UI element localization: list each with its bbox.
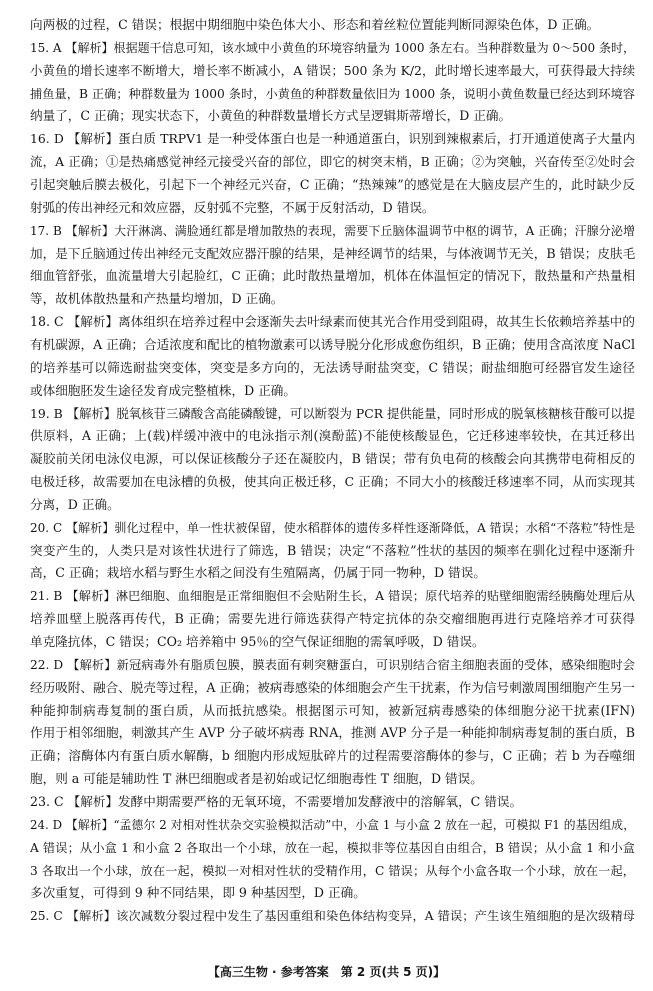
text-line: 分离，D 正确。 — [30, 496, 120, 512]
text-line: 捕鱼量，B 正确；种群数量为 1000 条时，小黄鱼的种群数量依旧为 1000 条，说明小黄鱼数量已经达到环境容 — [30, 86, 635, 101]
text-line: 凝胶前关闭电泳仪电源，可以保证核酸分子还在凝胶内，B 错误；带有负电荷的核酸会向其携带电荷相反的 — [30, 451, 635, 467]
text-line: 高，C 正确；栽培水稻与野生水稻之间没有生殖隔离，仍属于同一物种，D 错误。 — [30, 565, 486, 581]
text-line: 种能抑制病毒复制的蛋白质，从而抵抗感染。根据图示可知，被新冠病毒感染的体细胞分泌干扰素(IFN) — [30, 702, 635, 718]
text-line: A 错误；从小盒 1 和小盒 2 各取出一个小球，放在一起，模拟非等位基因自由组合，B 错误；从小盒 1 和小盒 — [30, 840, 635, 855]
text-line: 加，是下丘脑通过传出神经元支配效应器汗腺的结果，是神经调节的结果，与体液调节无关，B 错误；皮肤毛 — [30, 245, 635, 261]
text-line: 单克隆抗体，C 错误；CO₂ 培养箱中 95％的空气保证细胞的需氧呼吸，D 错误。 — [30, 634, 485, 649]
text-line: 或体细胞胚发生途径发育成完整植株，D 正确。 — [30, 382, 296, 398]
text-line: 小黄鱼的增长速率不断增大，增长率不断减小，A 错误；500 条为 K/2，此时增长速率最大，可获得最大持续 — [30, 62, 635, 78]
text-line: 胞，则 a 可能是辅助性 T 淋巴细胞或者是初始或记忆细胞毒性 T 细胞，D 错误。 — [30, 771, 483, 787]
text-line: 23. C 【解析】发酵中期需要严格的无氧环境，不需要增加发酵液中的溶解氧，C 错误。 — [30, 793, 523, 809]
text-line: 多次重复，可得到 9 种不同结果，即 9 种基因型，D 正确。 — [30, 885, 366, 901]
text-line: 纳量了，C 正确；现实状态下，小黄鱼的种群数量增长方式呈逻辑斯蒂增长，D 正确。 — [30, 108, 512, 124]
text-line: 电极迁移，故需要加在电泳槽的负极，使其向正极迁移，C 正确；不同大小的核酸迁移速率不同，从而实现其 — [30, 474, 635, 489]
text-line: 等，故机体散热量和产热量均增加，D 正确。 — [30, 291, 284, 307]
text-line: 16. D 【解析】蛋白质 TRPV1 是一种受体蛋白也是一种通道蛋白，识别到辣椒素后，打开通道使离子大量内 — [30, 131, 635, 147]
text-line: 流，A 正确；①是热痛感觉神经元接受兴奋的部位，即它的树突末梢，B 正确；②为突触，兴奋传至②处时会 — [30, 154, 635, 170]
text-line: 细血管舒张，血流量增大引起脸红，C 正确；此时散热量增加，机体在体温恒定的情况下，散热量和产热量相 — [30, 268, 635, 284]
text-line: 18. C 【解析】离体组织在培养过程中会逐渐失去叶绿素而使其光合作用受到阻碍，故其生长依赖培养基中的 — [30, 314, 635, 330]
text-line: 25. C 【解析】该次减数分裂过程中发生了基因重组和染色体结构变异，A 错误；产生该生殖细胞的是次级精母 — [30, 909, 635, 924]
text-line: 引起突触后膜去极化，引起下一个神经元兴奋，C 正确；“热辣辣”的感觉是在大脑皮层产生的，此时缺少反 — [30, 177, 635, 192]
page-footer: 【高三生物 · 参考答案 第 2 页(共 5 页)】 — [207, 965, 446, 979]
text-line: 有机碳源，A 正确；合适浓度和配比的植物激素可以诱导脱分化形成愈伤组织，B 正确；使用含高浓度 NaCl — [30, 336, 635, 352]
text-line: 作用于相邻细胞，刺激其产生 AVP 分子破坏病毒 RNA，推测 AVP 分子是一种能抑制病毒复制的蛋白质，B — [30, 725, 635, 741]
text-line: 突变产生的，人类只是对该性状进行了筛选，B 错误；决定“不落粒”性状的基因的频率在驯化过程中逐渐升 — [30, 542, 635, 558]
text-line: 15. A 【解析】根据题干信息可知，该水域中小黄鱼的环境容纳量为 1000 条左右。当种群数量为 0～500 条时， — [30, 40, 635, 55]
text-line: 24. D 【解析】“孟德尔 2 对相对性状杂交实验模拟活动”中，小盒 1 与小盒 2 放在一起，可模拟 F1 的基因组成， — [30, 817, 635, 832]
text-line: 向两极的过程，C 错误；根据中期细胞中染色体大小、形态和着丝粒位置能判断同源染色体，D 正确。 — [30, 17, 600, 32]
text-line: 17. B 【解析】大汗淋漓、满脸通红都是增加散热的表现，需要下丘脑体温调节中枢的调节，A 正确；汗腺分泌增 — [30, 223, 635, 238]
text-line: 供原料，A 正确；上(载)样缓冲液中的电泳指示剂(溴酚蓝)不能使核酸显色，它迁移速率较快，在其迁移出 — [30, 428, 635, 444]
text-line: 20. C 【解析】驯化过程中，单一性状被保留，使水稻群体的遗传多样性逐渐降低，A 错误；水稻“不落粒”特性是 — [30, 520, 635, 535]
text-line: 培养皿壁上脱落再传代，B 正确；需要先进行筛选获得产特定抗体的杂交瘤细胞再进行克隆培养才可获得 — [30, 611, 635, 627]
text-line: 正确；溶酶体内有蛋白质水解酶，b 细胞内形成短肽碎片的过程需要溶酶体的参与，C 正确；若 b 为吞噬细 — [30, 748, 635, 764]
text-line: 19. B 【解析】脱氧核苷三磷酸含高能磷酸键，可以断裂为 PCR 提供能量，同时形成的脱氧核糖核苷酸可以提 — [30, 405, 635, 421]
text-line: 射弧的传出神经元和效应器，反射弧不完整，不属于反射活动，D 错误。 — [30, 199, 435, 215]
text-line: 21. B 【解析】淋巴细胞、血细胞是正常细胞但不会贴附生长，A 错误；原代培养的贴壁细胞需经胰酶处理后从 — [30, 589, 635, 604]
text-line: 3 各取出一个小球，放在一起，模拟一对相对性状的受精作用，C 错误；从每个小盒各取一个小球，放在一起， — [30, 863, 635, 878]
text-line: 经历吸附、融合、脱壳等过程，A 正确；被病毒感染的体细胞会产生干扰素，作为信号刺激周围细胞产生另一 — [30, 679, 635, 695]
text-line: 22. D 【解析】新冠病毒外有脂质包膜，膜表面有刺突糖蛋白，可识别结合宿主细胞表面的受体，感染细胞时会 — [30, 657, 635, 672]
text-line: 的培养基可以筛选耐盐突变体，突变是多方向的，无法诱导耐盐突变，C 错误；耐盐细胞可经器官发生途径 — [30, 359, 635, 375]
